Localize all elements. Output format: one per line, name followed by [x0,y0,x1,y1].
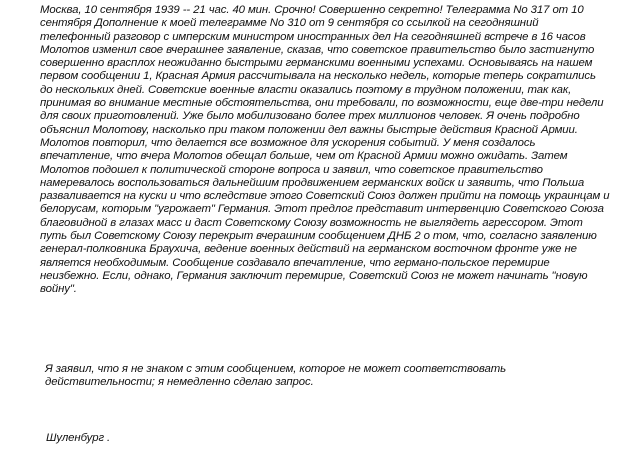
telegram-line: для своих приготовлений. Уже было мобилизовано более трех миллионов человек. Я очень подробно [40,110,580,123]
reply-line: Я заявил, что я не знаком с этим сообщением, которое не может соответствовать [45,363,506,375]
telegram-line: генерал-полковника Браухича, ведение военных действий на германском восточном фронте уже не [40,243,577,256]
telegram-line: принимая во внимание местные обстоятельства, они требовали, по возможности, еще две-три недели [40,97,604,110]
telegram-line: первом сообщении 1, Красная Армия рассчитывала на несколько недель, которые теперь сократились [40,70,596,83]
telegram-line: намеревалось воспользоваться дальнейшим продвижением германских войск и заявить, что Польша [40,176,585,189]
telegram-line: совершенно врасплох неожиданно быстрыми германскими военными успехами. Основываясь на нашем [40,57,593,70]
telegram-line: Молотов повторил, что делается все возможное для ускорения событий. У меня создалось [40,136,536,149]
reply-line: действительности; я немедленно сделаю запрос. [45,376,314,389]
telegram-line: до нескольких дней. Советские военные власти оказались поэтому в трудном положении, так как, [40,83,572,96]
telegram-line: является необходимым. Сообщение создавало впечатление, что германо-польское перемирие [40,256,550,269]
signature: Шуленбург . [46,432,111,444]
reply-paragraph [45,363,605,390]
telegram-line: войну". [40,283,77,296]
telegram-line: путь был Советскому Союзу перекрыт вчерашним сообщением ДНБ 2 о том, что, согласно заявлению [40,230,597,243]
telegram-line: сентября Дополнение к моей телеграмме No 310 от 9 сентября со ссылкой на сегодняшний [40,17,539,30]
telegram-text [40,4,640,297]
telegram-line: разваливается на куски и что вследствие этого Советский Союз должен прийти на помощь украинцам и [40,190,610,203]
telegram-line: неизбежно. Если, однако, Германия заключит перемирие, Советский Союз не может начинать "новую [40,269,588,282]
telegram-line: Молотов изменил свое вчерашнее заявление, сказав, что советское правительство было застигнуто [40,43,595,56]
telegram-line: Молотов подошел к политической стороне вопроса и заявил, что советское правительство [40,163,543,176]
telegram-line: Москва, 10 сентября 1939 -- 21 час. 40 мин. Срочно! Совершенно секретно! Телеграмма No 317 от 10 [40,4,584,16]
telegram-line: объяснил Молотову, насколько при таком положении дел важны быстрые действия Красной Армии. [40,123,578,136]
telegram-line: благовидной в глазах масс и даст Советскому Союзу возможность не выглядеть агрессором. Этот [40,216,583,229]
telegram-line: впечатление, что вчера Молотов обещал больше, чем от Красной Армии можно ожидать. Затем [40,150,568,163]
telegram-line: белорусам, которым "угрожает" Германия. Этот предлог представит интервенцию Советского Союза [40,203,604,216]
telegram-line: телефонный разговор с имперским министром иностранных дел На сегодняшней встрече в 16 часов [40,30,586,43]
